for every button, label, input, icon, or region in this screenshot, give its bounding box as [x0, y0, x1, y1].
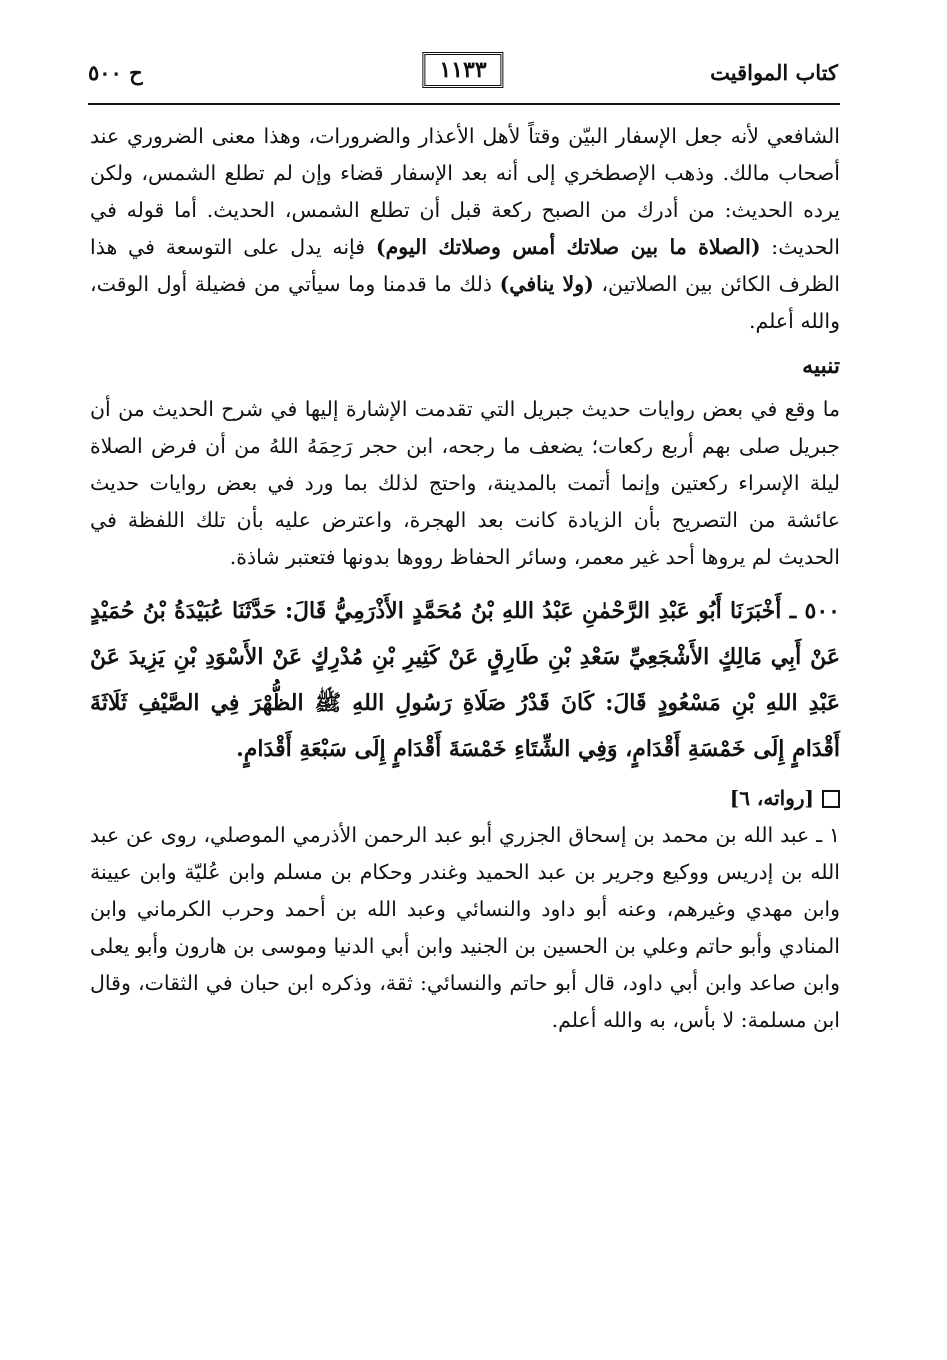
page-header	[88, 52, 838, 98]
narrators-heading-text: [رواته، ٦]	[729, 786, 814, 810]
section-heading-tanbih: تنبيه	[802, 353, 840, 379]
square-bullet-icon	[822, 790, 840, 808]
header-divider	[88, 103, 840, 105]
paragraph-1-text-c: ذلك ما قدمنا وما سيأتي من فضيلة أول الوقت، والله أعلم.	[90, 272, 840, 333]
paragraph-1-bold-quote: (الصلاة ما بين صلاتك أمس وصلاتك اليوم)	[375, 235, 761, 259]
page-number-box: ١١٣٣	[422, 52, 503, 88]
hadith-reference: ح ٥٠٠	[88, 60, 143, 85]
paragraph-2: ما وقع في بعض روايات حديث جبريل التي تقدمت الإشارة إليها في شرح الحديث من أن جبريل صلى بهم أربع ركعات؛ يضعف ما رجحه، ابن حجر رَحِمَهُ اللهُ من أن فرض الصلاة ليلة الإسراء ركعتين وإنما أتمت بالمدينة، واحتج لذلك بما ورد في بعض روايات حديث عائشة من التصريح بأن الزيادة كانت بعد الهجرة، واعترض عليه بأن تلك اللفظة في الحديث لم يروها أحد غير معمر، وسائر الحفاظ رووها بدونها فتعتبر شاذة.	[90, 397, 840, 569]
book-title: كتاب المواقيت	[710, 60, 838, 85]
paragraph-1-bold-phrase: (ولا ينافي)	[499, 272, 594, 296]
paragraph-1	[90, 118, 840, 340]
paragraph-3: ١ ـ عبد الله بن محمد بن إسحاق الجزري أبو عبد الرحمن الأذرمي الموصلي، روى عن عبد الله بن إدريس ووكيع وجرير بن عبد الحميد وغندر وحكام بن مسلم وابن عُليّة وابن عيينة وابن مهدي وغيرهم، وعنه أبو داود والنسائي وعبد الله بن أحمد وحرب الكرماني وابن المنادي وأبو حاتم وعلي بن الحسين بن الجنيد وابن أبي الدنيا وموسى بن هارون وأبو يعلى وابن صاعد وابن أبي داود، قال أبو حاتم والنسائي: ثقة، وذكره ابن حبان في الثقات، وقال ابن مسلمة: لا بأس، به والله أعلم.	[90, 823, 840, 1032]
narrators-heading	[90, 780, 840, 817]
page-body	[90, 118, 840, 1039]
paragraph-1-text-b: فإنه يدل على التوسعة في هذا الظرف الكائن بين الصلاتين،	[90, 235, 840, 296]
hadith-text: ٥٠٠ ـ أَخْبَرَنَا أَبُو عَبْدِ الرَّحْمٰنِ عَبْدُ اللهِ بْنُ مُحَمَّدٍ الأَذْرَمِيُّ قَالَ: حَدَّثَنَا عُبَيْدَةُ بْنُ حُمَيْدٍ عَنْ أَبِي مَالِكٍ الأَشْجَعِيِّ سَعْدِ بْنِ طَارِقٍ عَنْ كَثِيرِ بْنِ مُدْرِكٍ عَنْ الأَسْوَدِ بْنِ يَزِيدَ عَنْ عَبْدِ اللهِ بْنِ مَسْعُودٍ قَالَ: كَانَ قَدْرُ صَلَاةِ رَسُولِ اللهِ ﷺ الظُّهْرَ فِي الصَّيْفِ ثَلَاثَةَ أَقْدَامٍ إِلَى خَمْسَةِ أَقْدَامٍ، وَفِي الشِّتَاءِ خَمْسَةَ أَقْدَامٍ إِلَى سَبْعَةِ أَقْدَامٍ.	[90, 598, 840, 762]
paragraph-1-text-a: الشافعي لأنه جعل الإسفار البيّن وقتاً لأهل الأعذار والضرورات، وهذا معنى الضروري عند أصحاب مالك. وذهب الإصطخري إلى أنه بعد الإسفار قضاء وإن لم تطلع الشمس، ولكن يرده الحديث: من أدرك من الصبح ركعة قبل أن تطلع الشمس، الحديث. أما قوله في الحديث:	[90, 124, 840, 259]
